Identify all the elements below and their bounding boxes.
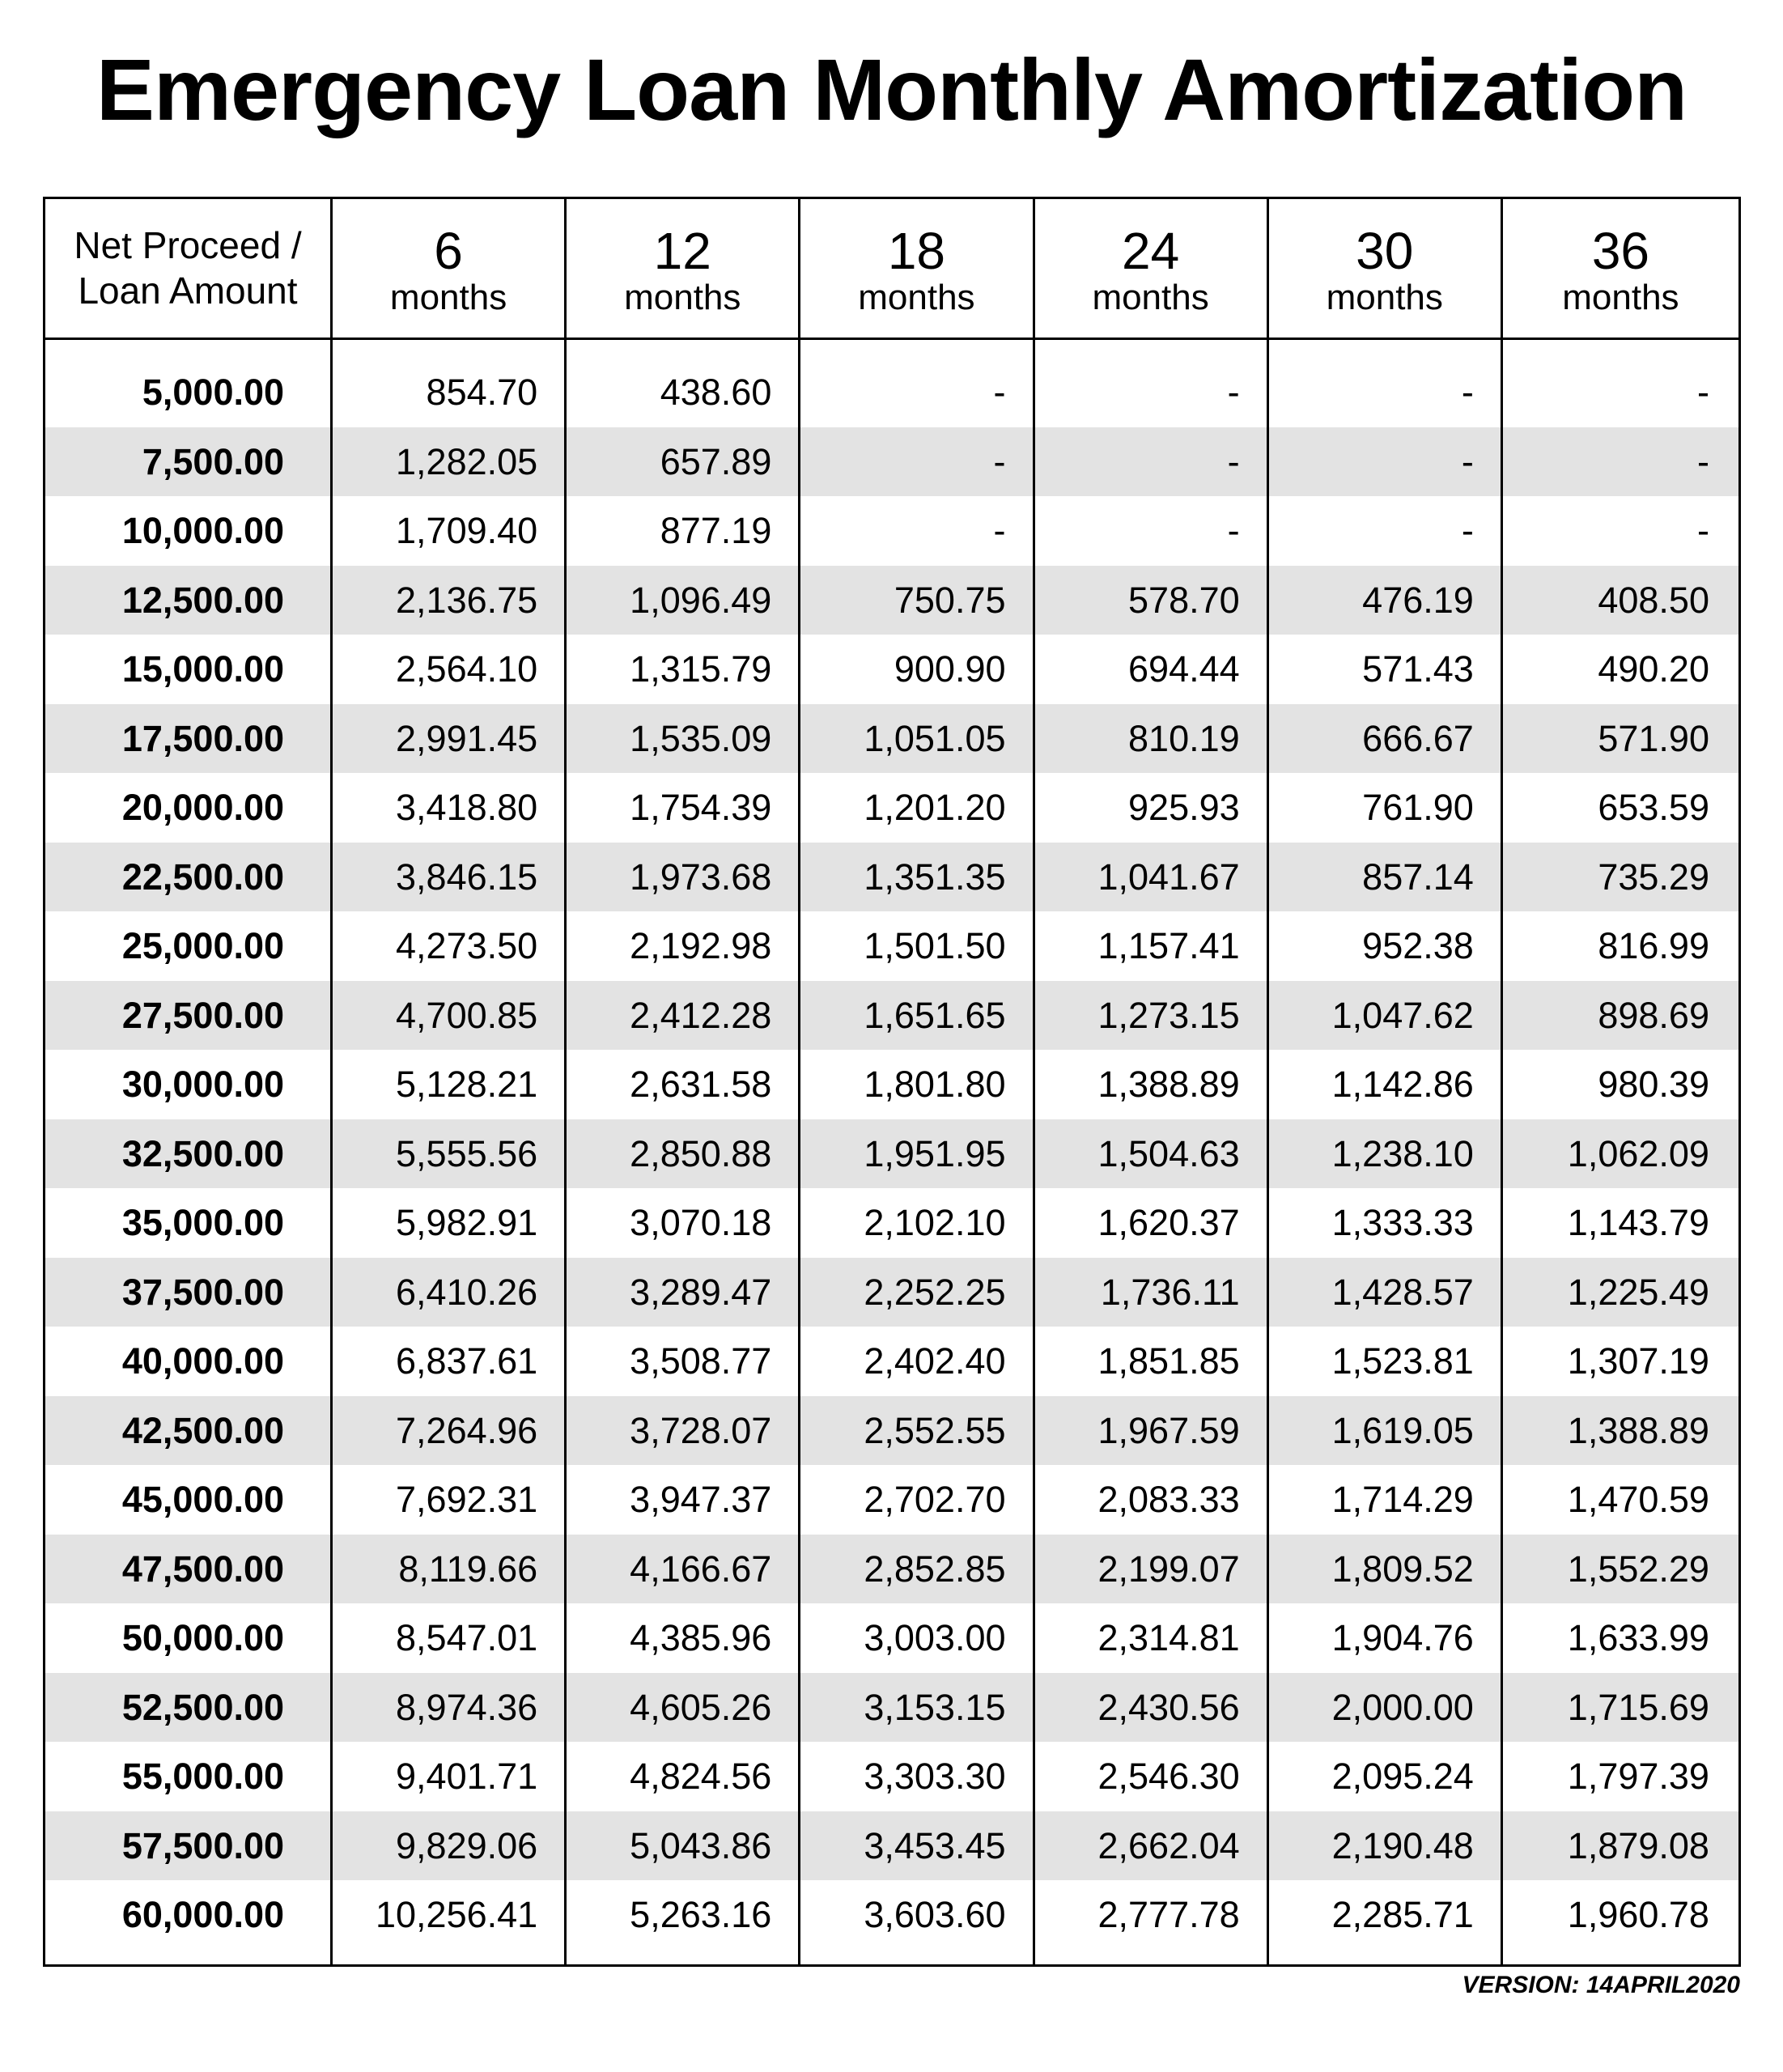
loan-amount-cell: 12,500.00 xyxy=(121,579,285,621)
amortization-cell: 3,603.60 xyxy=(864,1894,1006,1936)
amortization-cell: 1,973.68 xyxy=(630,856,772,898)
loan-amount-cell: 22,500.00 xyxy=(121,856,285,898)
header-term-number: 12 xyxy=(653,221,711,280)
header-term-unit: months xyxy=(1092,277,1209,317)
amortization-cell: 694.44 xyxy=(1128,648,1240,690)
table-row xyxy=(45,1880,1738,1950)
table-row xyxy=(45,843,1738,912)
amortization-cell: 750.75 xyxy=(894,579,1006,621)
amortization-cell: 2,095.24 xyxy=(1331,1756,1474,1798)
amortization-cell: 666.67 xyxy=(1362,717,1474,759)
amortization-cell: 6,410.26 xyxy=(396,1271,538,1313)
page-title: Emergency Loan Monthly Amortization xyxy=(96,40,1687,138)
amortization-cell: 2,991.45 xyxy=(396,717,538,759)
amortization-cell: 1,801.80 xyxy=(864,1064,1006,1106)
amortization-cell: 571.90 xyxy=(1598,717,1709,759)
loan-amount-cell: 50,000.00 xyxy=(121,1617,285,1659)
amortization-cell: 1,809.52 xyxy=(1331,1548,1474,1590)
loan-amount-cell: 42,500.00 xyxy=(121,1409,285,1451)
amortization-cell: 1,428.57 xyxy=(1331,1271,1474,1313)
header-term-unit: months xyxy=(389,277,507,317)
amortization-cell: 5,263.16 xyxy=(630,1894,772,1936)
amortization-cell: 735.29 xyxy=(1598,856,1709,898)
amortization-cell: 9,829.06 xyxy=(396,1824,538,1866)
amortization-cell: 3,947.37 xyxy=(630,1479,772,1521)
amortization-cell: 5,555.56 xyxy=(396,1132,538,1174)
version-label: VERSION: 14APRIL2020 xyxy=(1462,1972,1740,1998)
amortization-cell: 7,692.31 xyxy=(396,1479,538,1521)
amortization-cell: 2,850.88 xyxy=(630,1132,772,1174)
amortization-cell: 1,552.29 xyxy=(1567,1548,1709,1590)
amortization-cell: 2,102.10 xyxy=(864,1202,1006,1244)
header-term-6 xyxy=(333,199,567,338)
table-row xyxy=(45,1119,1738,1189)
loan-amount-cell: 20,000.00 xyxy=(121,787,285,829)
loan-amount-cell: 10,000.00 xyxy=(121,510,285,552)
header-term-12 xyxy=(567,199,800,338)
amortization-cell: 1,333.33 xyxy=(1331,1202,1474,1244)
amortization-cell: 1,315.79 xyxy=(630,648,772,690)
amortization-cell: 9,401.71 xyxy=(396,1756,538,1798)
amortization-cell: - xyxy=(1227,372,1240,414)
amortization-cell: 1,633.99 xyxy=(1567,1617,1709,1659)
table-row xyxy=(45,566,1738,635)
loan-amount-cell: 52,500.00 xyxy=(121,1686,285,1728)
amortization-cell: 10,256.41 xyxy=(375,1894,538,1936)
header-term-unit: months xyxy=(1326,277,1443,317)
amortization-cell: 5,043.86 xyxy=(630,1824,772,1866)
amortization-cell: 1,736.11 xyxy=(1100,1271,1240,1313)
amortization-cell: - xyxy=(993,510,1006,552)
amortization-cell: 2,564.10 xyxy=(396,648,538,690)
loan-amount-cell: 35,000.00 xyxy=(121,1202,285,1244)
table-row xyxy=(45,1050,1738,1119)
header-loan-amount-line1: Net Proceed / xyxy=(74,224,302,267)
amortization-cell: 2,412.28 xyxy=(630,994,772,1036)
loan-amount-cell: 57,500.00 xyxy=(121,1824,285,1866)
amortization-cell: 2,702.70 xyxy=(864,1479,1006,1521)
amortization-cell: 1,651.65 xyxy=(864,994,1006,1036)
amortization-cell: 5,982.91 xyxy=(396,1202,538,1244)
amortization-cell: 8,119.66 xyxy=(398,1548,538,1590)
amortization-cell: 1,851.85 xyxy=(1097,1340,1240,1382)
amortization-cell: 2,552.55 xyxy=(864,1409,1006,1451)
amortization-cell: 1,062.09 xyxy=(1567,1132,1709,1174)
amortization-cell: - xyxy=(993,440,1006,482)
amortization-cell: 4,385.96 xyxy=(630,1617,772,1659)
table-row xyxy=(45,1188,1738,1258)
table-body xyxy=(45,340,1738,1964)
amortization-cell: 1,535.09 xyxy=(630,717,772,759)
amortization-cell: 1,714.29 xyxy=(1331,1479,1474,1521)
amortization-cell: - xyxy=(1696,510,1709,552)
amortization-cell: 1,041.67 xyxy=(1097,856,1240,898)
amortization-cell: 2,546.30 xyxy=(1097,1756,1240,1798)
amortization-cell: 857.14 xyxy=(1362,856,1474,898)
table-row xyxy=(45,427,1738,497)
amortization-cell: 438.60 xyxy=(660,372,772,414)
header-term-30 xyxy=(1269,199,1503,338)
amortization-cell: 854.70 xyxy=(426,372,538,414)
amortization-cell: 980.39 xyxy=(1598,1064,1709,1106)
amortization-cell: 1,143.79 xyxy=(1567,1202,1709,1244)
amortization-cell: 1,238.10 xyxy=(1331,1132,1474,1174)
amortization-cell: - xyxy=(1461,440,1474,482)
amortization-cell: 810.19 xyxy=(1128,717,1240,759)
amortization-cell: 1,619.05 xyxy=(1331,1409,1474,1451)
amortization-cell: 1,754.39 xyxy=(630,787,772,829)
table-row xyxy=(45,635,1738,704)
amortization-cell: 898.69 xyxy=(1598,994,1709,1036)
header-loan-amount-line2: Loan Amount xyxy=(78,269,298,312)
amortization-cell: 3,070.18 xyxy=(630,1202,772,1244)
amortization-cell: - xyxy=(1461,372,1474,414)
header-loan-amount xyxy=(45,199,333,338)
amortization-cell: - xyxy=(1227,510,1240,552)
table-row xyxy=(45,358,1738,427)
amortization-cell: 3,846.15 xyxy=(396,856,538,898)
table-row xyxy=(45,1603,1738,1673)
amortization-cell: 1,523.81 xyxy=(1331,1340,1474,1382)
header-term-18 xyxy=(800,199,1034,338)
amortization-cell: 1,388.89 xyxy=(1567,1409,1709,1451)
amortization-cell: 4,605.26 xyxy=(630,1686,772,1728)
amortization-cell: - xyxy=(993,372,1006,414)
header-term-unit: months xyxy=(858,277,975,317)
amortization-cell: 8,974.36 xyxy=(396,1686,538,1728)
amortization-cell: 3,289.47 xyxy=(630,1271,772,1313)
table-row xyxy=(45,704,1738,774)
amortization-cell: 1,201.20 xyxy=(864,787,1006,829)
amortization-cell: 2,662.04 xyxy=(1097,1824,1240,1866)
amortization-cell: 761.90 xyxy=(1362,787,1474,829)
amortization-cell: 5,128.21 xyxy=(396,1064,538,1106)
loan-amount-cell: 45,000.00 xyxy=(121,1479,285,1521)
amortization-cell: 1,879.08 xyxy=(1567,1824,1709,1866)
amortization-cell: 2,430.56 xyxy=(1097,1686,1240,1728)
amortization-cell: 4,273.50 xyxy=(396,925,538,967)
amortization-cell: 3,303.30 xyxy=(864,1756,1006,1798)
header-term-number: 30 xyxy=(1356,221,1414,280)
amortization-cell: 1,047.62 xyxy=(1331,994,1474,1036)
amortization-cell: 2,314.81 xyxy=(1097,1617,1240,1659)
amortization-cell: 476.19 xyxy=(1362,579,1474,621)
header-term-36 xyxy=(1503,199,1738,338)
amortization-cell: 1,051.05 xyxy=(864,717,1006,759)
loan-amount-cell: 17,500.00 xyxy=(121,717,285,759)
amortization-cell: 1,470.59 xyxy=(1567,1479,1709,1521)
amortization-cell: 1,960.78 xyxy=(1567,1894,1709,1936)
amortization-cell: 1,797.39 xyxy=(1567,1756,1709,1798)
amortization-cell: 2,083.33 xyxy=(1097,1479,1240,1521)
table-row xyxy=(45,1673,1738,1743)
amortization-cell: 4,824.56 xyxy=(630,1756,772,1798)
amortization-cell: 1,142.86 xyxy=(1331,1064,1474,1106)
amortization-cell: 1,904.76 xyxy=(1331,1617,1474,1659)
amortization-cell: 578.70 xyxy=(1128,579,1240,621)
amortization-cell: 3,728.07 xyxy=(630,1409,772,1451)
table-row xyxy=(45,1327,1738,1396)
amortization-cell: 1,157.41 xyxy=(1097,925,1240,967)
header-term-number: 18 xyxy=(887,221,945,280)
amortization-cell: 1,504.63 xyxy=(1097,1132,1240,1174)
amortization-cell: 2,192.98 xyxy=(630,925,772,967)
table-row xyxy=(45,1396,1738,1466)
loan-amount-cell: 7,500.00 xyxy=(142,440,285,482)
amortization-table xyxy=(43,197,1741,1967)
amortization-cell: 1,501.50 xyxy=(864,925,1006,967)
amortization-cell: 1,388.89 xyxy=(1097,1064,1240,1106)
table-row xyxy=(45,1742,1738,1811)
amortization-cell: 1,096.49 xyxy=(630,579,772,621)
amortization-cell: 571.43 xyxy=(1362,648,1474,690)
loan-amount-cell: 25,000.00 xyxy=(121,925,285,967)
amortization-cell: 2,777.78 xyxy=(1097,1894,1240,1936)
amortization-cell: - xyxy=(1696,440,1709,482)
amortization-cell: 1,620.37 xyxy=(1097,1202,1240,1244)
amortization-cell: 4,166.67 xyxy=(630,1548,772,1590)
amortization-cell: 6,837.61 xyxy=(396,1340,538,1382)
header-term-number: 36 xyxy=(1591,221,1650,280)
loan-amount-cell: 30,000.00 xyxy=(121,1064,285,1106)
header-term-unit: months xyxy=(1562,277,1679,317)
table-header xyxy=(45,199,1738,340)
amortization-cell: 1,951.95 xyxy=(864,1132,1006,1174)
amortization-cell: 1,225.49 xyxy=(1567,1271,1709,1313)
table-row xyxy=(45,1465,1738,1535)
amortization-cell: 1,709.40 xyxy=(396,510,538,552)
amortization-cell: 2,852.85 xyxy=(864,1548,1006,1590)
amortization-cell: 925.93 xyxy=(1128,787,1240,829)
amortization-cell: 877.19 xyxy=(660,510,772,552)
table-rows xyxy=(45,358,1738,1950)
amortization-cell: 1,282.05 xyxy=(396,440,538,482)
header-term-number: 6 xyxy=(434,221,463,280)
table-row xyxy=(45,911,1738,981)
loan-amount-cell: 32,500.00 xyxy=(121,1132,285,1174)
amortization-cell: - xyxy=(1696,372,1709,414)
amortization-cell: - xyxy=(1461,510,1474,552)
amortization-cell: 1,715.69 xyxy=(1567,1686,1709,1728)
amortization-cell: 3,153.15 xyxy=(864,1686,1006,1728)
loan-amount-cell: 40,000.00 xyxy=(121,1340,285,1382)
table-row xyxy=(45,496,1738,566)
amortization-cell: 408.50 xyxy=(1598,579,1709,621)
amortization-cell: 7,264.96 xyxy=(396,1409,538,1451)
amortization-cell: 816.99 xyxy=(1598,925,1709,967)
table-row xyxy=(45,1258,1738,1327)
amortization-cell: 3,453.45 xyxy=(864,1824,1006,1866)
amortization-cell: 653.59 xyxy=(1598,787,1709,829)
table-row xyxy=(45,981,1738,1051)
header-term-24 xyxy=(1035,199,1269,338)
amortization-cell: 490.20 xyxy=(1598,648,1709,690)
loan-amount-cell: 37,500.00 xyxy=(121,1271,285,1313)
amortization-cell: 2,285.71 xyxy=(1331,1894,1474,1936)
amortization-cell: 900.90 xyxy=(894,648,1006,690)
loan-amount-cell: 55,000.00 xyxy=(121,1756,285,1798)
amortization-cell: 2,402.40 xyxy=(864,1340,1006,1382)
amortization-cell: 1,967.59 xyxy=(1097,1409,1240,1451)
amortization-cell: 1,307.19 xyxy=(1567,1340,1709,1382)
amortization-cell: 2,190.48 xyxy=(1331,1824,1474,1866)
amortization-cell: - xyxy=(1227,440,1240,482)
amortization-cell: 3,418.80 xyxy=(396,787,538,829)
amortization-cell: 952.38 xyxy=(1362,925,1474,967)
amortization-cell: 2,136.75 xyxy=(396,579,538,621)
amortization-cell: 1,273.15 xyxy=(1097,994,1240,1036)
amortization-cell: 2,631.58 xyxy=(630,1064,772,1106)
amortization-cell: 3,508.77 xyxy=(630,1340,772,1382)
loan-amount-cell: 15,000.00 xyxy=(121,648,285,690)
table-row xyxy=(45,773,1738,843)
amortization-cell: 2,252.25 xyxy=(864,1271,1006,1313)
header-term-number: 24 xyxy=(1121,221,1180,280)
amortization-cell: 2,199.07 xyxy=(1097,1548,1240,1590)
amortization-cell: 2,000.00 xyxy=(1331,1686,1474,1728)
loan-amount-cell: 27,500.00 xyxy=(121,994,285,1036)
loan-amount-cell: 5,000.00 xyxy=(142,372,285,414)
loan-amount-cell: 60,000.00 xyxy=(121,1894,285,1936)
loan-amount-cell: 47,500.00 xyxy=(121,1548,285,1590)
amortization-cell: 4,700.85 xyxy=(396,994,538,1036)
amortization-cell: 657.89 xyxy=(660,440,772,482)
table-row xyxy=(45,1811,1738,1881)
amortization-cell: 8,547.01 xyxy=(396,1617,538,1659)
amortization-cell: 3,003.00 xyxy=(864,1617,1006,1659)
amortization-cell: 1,351.35 xyxy=(864,856,1006,898)
header-term-unit: months xyxy=(624,277,741,317)
table-row xyxy=(45,1535,1738,1604)
